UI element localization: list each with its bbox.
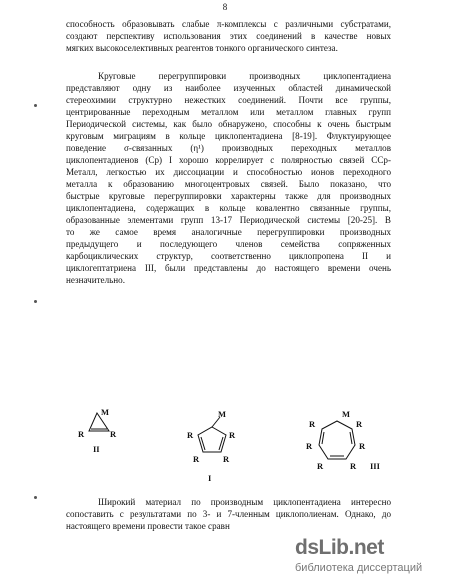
structure-cyclopropene: [78, 407, 117, 454]
margin-dot: [34, 496, 37, 499]
atom-label: M: [342, 409, 351, 419]
atom-label: R: [229, 430, 236, 440]
text-line: способность образовывать слабые π-комплексы с различными субстратами,: [66, 19, 391, 29]
atom-label: R: [223, 454, 230, 464]
atom-label: R: [187, 430, 194, 440]
text-line: представляют одну из наиболее изученных областей динамической: [66, 83, 391, 93]
text-line: Периодической системы, как было обнаружено, способны к очень быстрым: [66, 119, 391, 129]
text-line: незначительно.: [66, 275, 125, 285]
chemical-structures: [0, 405, 450, 495]
text-line: циклопентадиена, содержащих в кольце ковалентно связанные группы,: [66, 203, 391, 213]
watermark-logo: dsLib.net: [295, 536, 384, 559]
atom-label: R: [356, 419, 363, 429]
text-line: поведение σ-связанных (η¹) производных переходных металлов: [66, 143, 391, 153]
text-line: создают перспективу использования этих соединений в качестве новых: [66, 31, 391, 41]
text-line: циклопентадиенов (Cp) I хорошо коррелирует с полярностью связей CCp-: [66, 155, 391, 165]
atom-label: R: [309, 419, 316, 429]
atom-label: M: [101, 407, 110, 417]
text-line: циклогептатриена III, были представлены до настоящего времени очень: [66, 263, 391, 273]
text-line: стереохимии структурно нежестких соединений. Почти все группы,: [66, 95, 391, 105]
text-line: то же самое время аналогичные перегруппировки производных: [66, 227, 391, 237]
text-line: Круговые перегруппировки производных циклопентадиена: [98, 71, 391, 81]
structure-numeral: I: [208, 473, 212, 483]
text-line: быстрые круговые перегруппировки характерны также для производных: [66, 191, 391, 201]
atom-label: R: [350, 461, 357, 471]
text-line: настоящего времени провести такое сравн: [66, 521, 230, 531]
text-line: сопоставить с результатами по 3- и 7-членным циклополиенам. Однако, до: [66, 509, 391, 519]
watermark: [295, 534, 450, 582]
structure-cyclopentadiene: [187, 409, 236, 483]
atom-label: M: [218, 409, 227, 419]
text-line: Широкий материал по производным циклопентадиена интересно: [98, 497, 391, 507]
watermark-subtitle: библиотека диссертаций: [295, 562, 423, 574]
structure-numeral: III: [370, 461, 380, 471]
text-line: металла к образованию многоцентровых связей. Было показано, что: [66, 179, 391, 189]
margin-dot: [34, 104, 37, 107]
structure-cycloheptatriene: [306, 409, 381, 471]
atom-label: R: [110, 429, 117, 439]
margin-dot: [34, 300, 37, 303]
text-line: круговым миграциям в кольце циклопентадиена [8-19]. Флуктуирующее: [66, 131, 391, 141]
atom-label: R: [317, 461, 324, 471]
atom-label: R: [306, 441, 313, 451]
text-line: мягких высокоселективных реагентов тонкого органического синтеза.: [66, 43, 338, 53]
text-line: образованные элементами групп 13-17 Периодической системы [20-25]. В: [66, 215, 391, 225]
page-number: 8: [222, 2, 228, 12]
text-line: центрированные переходным металлом или металлом главных групп: [66, 107, 391, 117]
atom-label: R: [193, 454, 200, 464]
atom-label: R: [78, 429, 85, 439]
text-line: Металл, легкостью их диссоциации и способностью ионов переходного: [66, 167, 391, 177]
atom-label: R: [359, 441, 366, 451]
structure-numeral: II: [93, 444, 100, 454]
text-line: предыдущего и последующего членов семейства сопряженных: [66, 239, 391, 249]
text-line: карбоциклических структур, соответственно циклопропена II и: [66, 251, 391, 261]
